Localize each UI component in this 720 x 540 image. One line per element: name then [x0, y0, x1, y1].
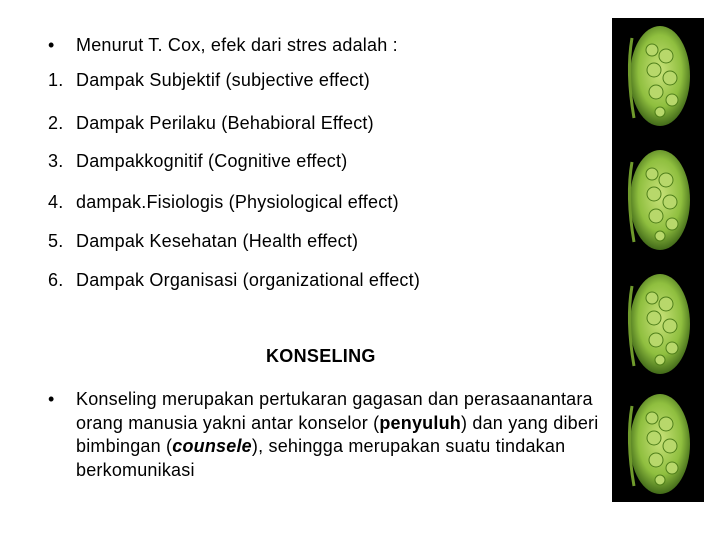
romanesco-broccoli-icon	[620, 146, 696, 254]
list-number: 2.	[48, 113, 64, 133]
romanesco-broccoli-icon	[620, 270, 696, 378]
list-number: 6.	[48, 270, 64, 290]
romanesco-broccoli-icon	[620, 390, 696, 498]
bullet: •	[48, 35, 55, 55]
paragraph-text: Konseling merupakan pertukaran gagasan dan perasaanantara orang manusia yakni antar konselor (	[76, 389, 593, 433]
list-text: Dampak Perilaku (Behabioral Effect)	[76, 113, 374, 133]
list-text: Dampak Kesehatan (Health effect)	[76, 231, 359, 251]
decorative-strip	[612, 18, 704, 502]
list-number: 4.	[48, 192, 64, 212]
list-number: 3.	[48, 151, 64, 171]
section-heading: KONSELING	[266, 346, 376, 366]
list-text: dampak.Fisiologis (Physiological effect)	[76, 192, 399, 212]
list-text: Dampak Subjektif (subjective effect)	[76, 70, 370, 90]
list-number: 1.	[48, 70, 64, 90]
list-number: 5.	[48, 231, 64, 251]
bold-italic-term: counsele	[172, 436, 252, 456]
paragraph-text: ) dan yang diberi bimbingan (	[76, 412, 599, 456]
konseling-paragraph	[76, 388, 606, 482]
list-text: Dampak Organisasi (organizational effect)	[76, 270, 421, 290]
intro-text: Menurut T. Cox, efek dari stres adalah :	[76, 35, 398, 55]
bold-term: penyuluh	[379, 412, 461, 433]
bullet: •	[48, 389, 55, 409]
paragraph-text: ), sehingga merupakan suatu tindakan berkomunikasi	[76, 436, 566, 480]
list-text: Dampakkognitif (Cognitive effect)	[76, 151, 348, 171]
romanesco-broccoli-icon	[620, 22, 696, 130]
